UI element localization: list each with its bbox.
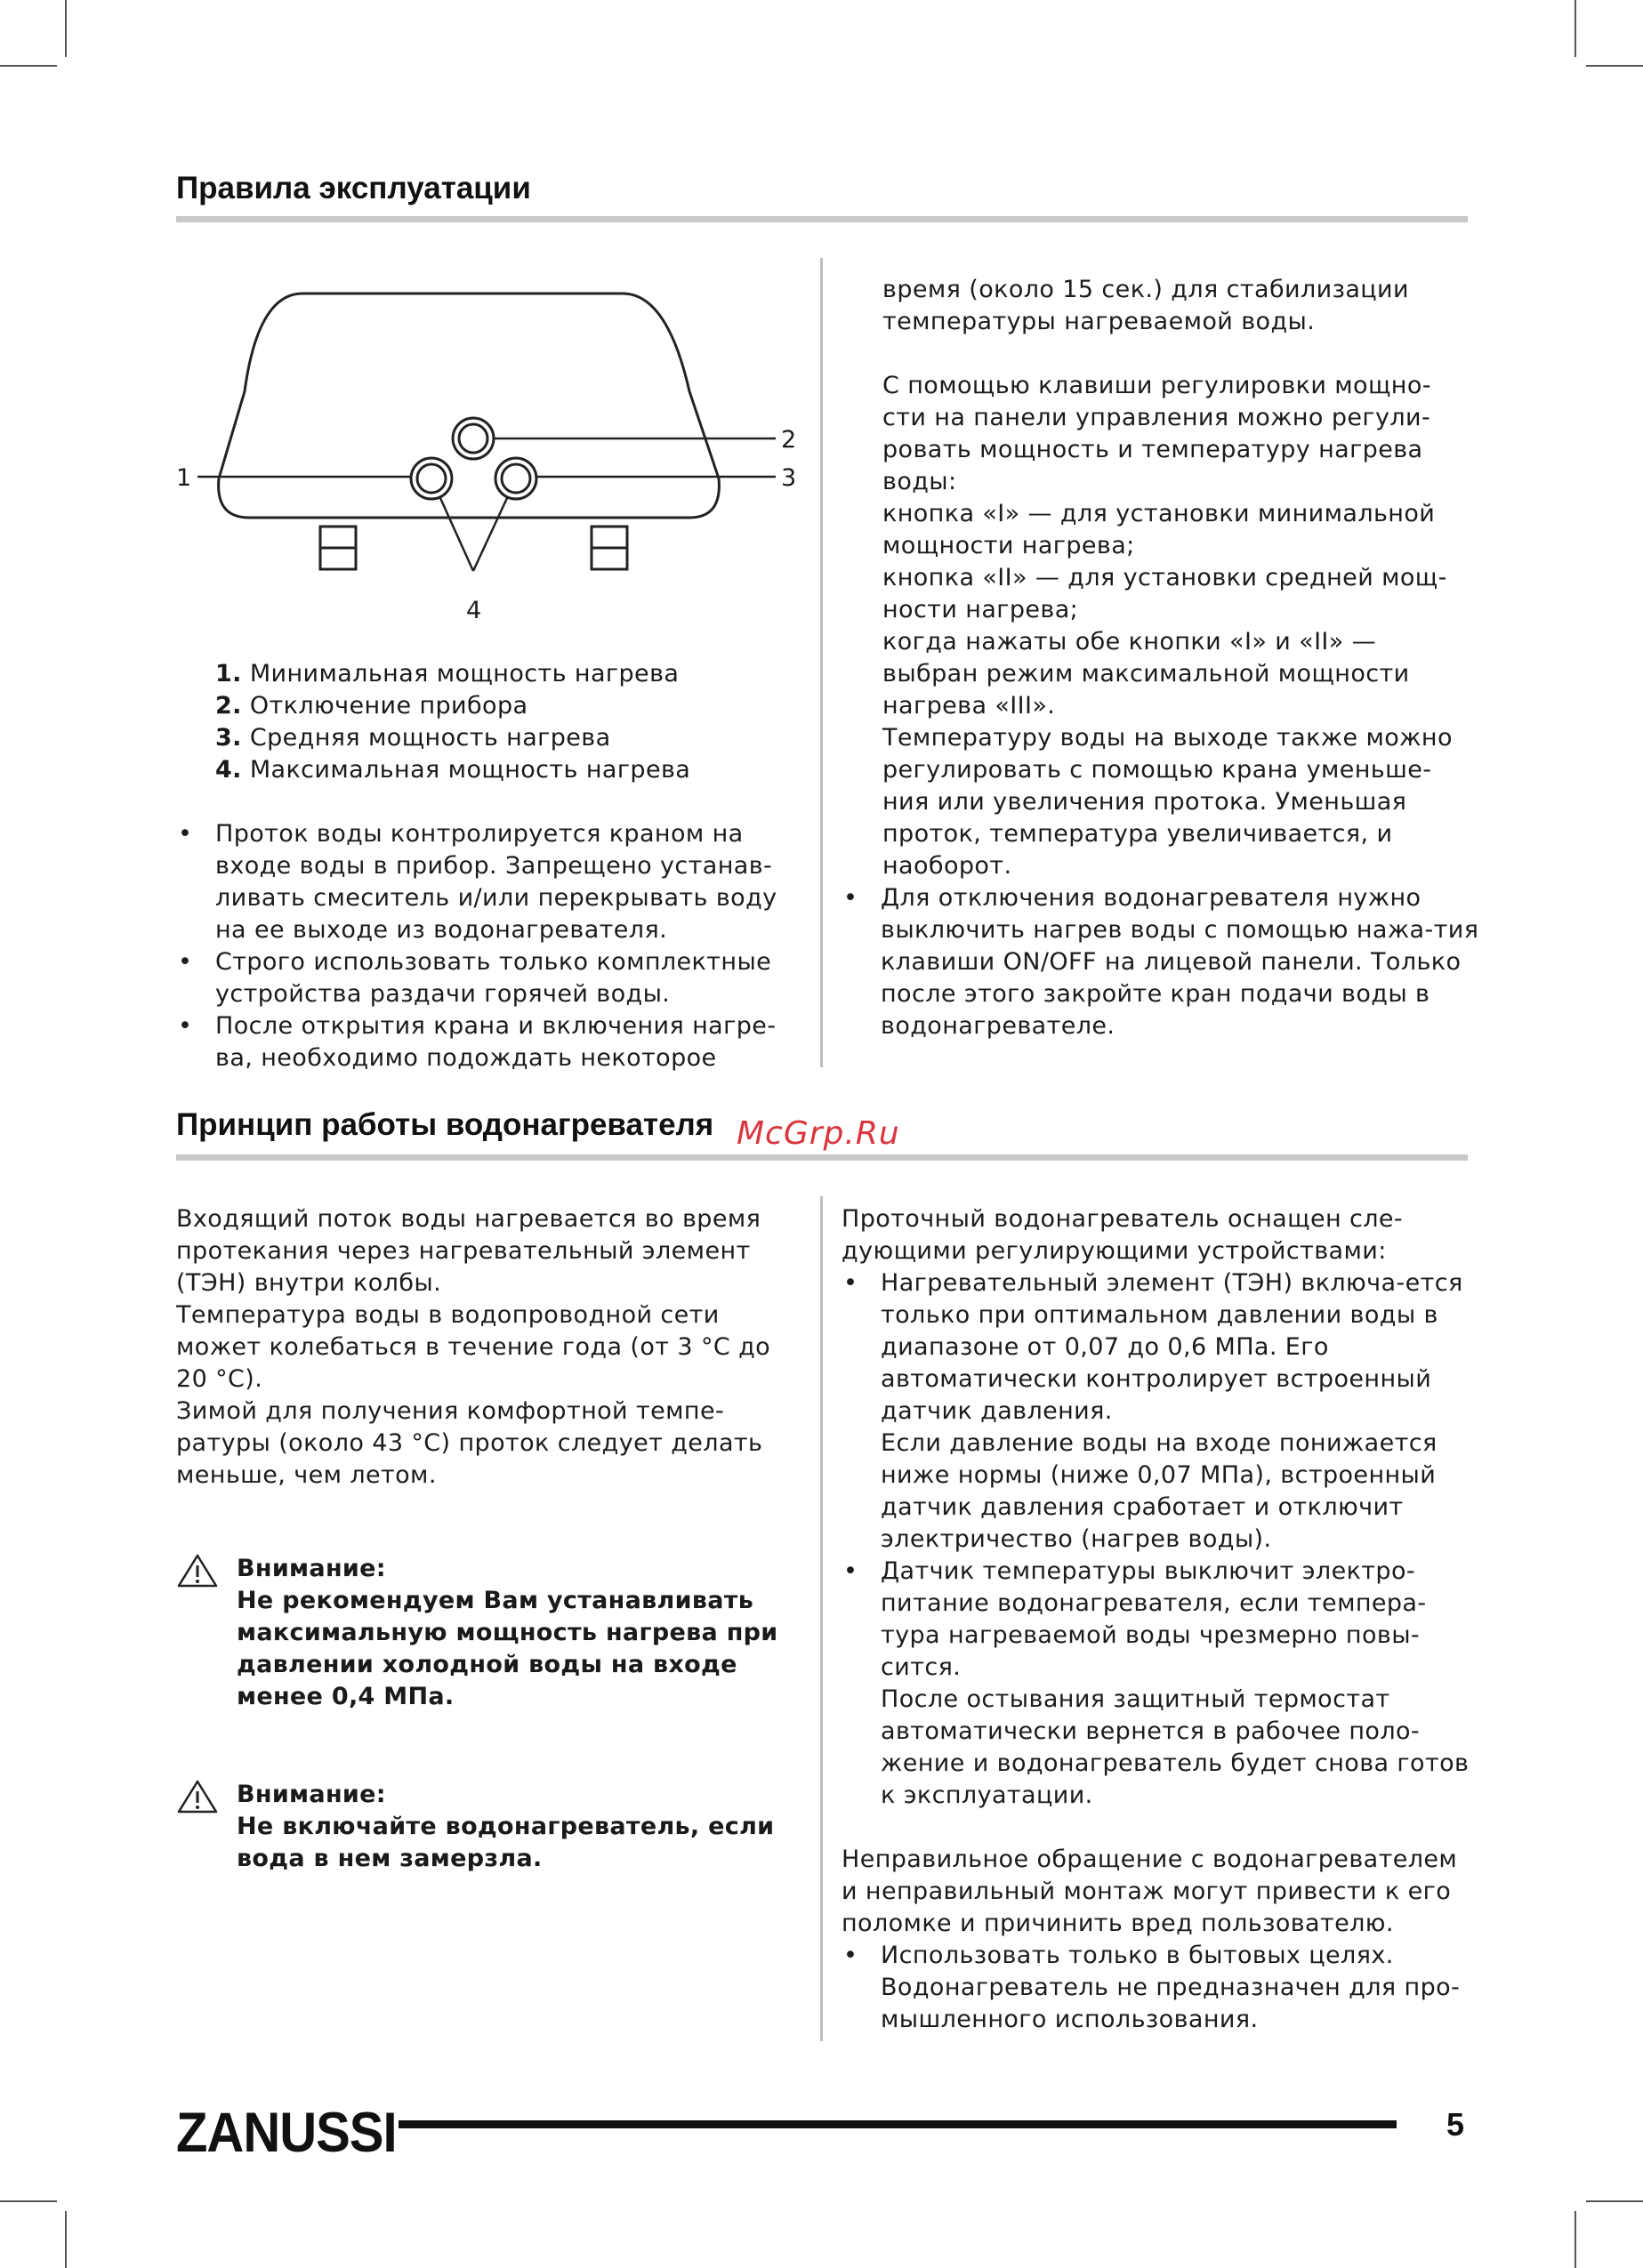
right-column-section1: [842, 274, 1482, 1042]
bullet-item: • Использовать только в бытовых целях. Водонагреватель не предназначен для про-мышленного использования.: [842, 1940, 1475, 2036]
warning-title: Внимание:: [237, 1555, 386, 1582]
text-line: ния или увеличения протока. Уменьшая: [882, 788, 1407, 816]
left-connector: [320, 527, 356, 569]
warning-text: Не рекомендуем Вам устанавливать максимальную мощность нагрева при давлении холодной воды на входе менее 0,4 МПа.: [237, 1587, 778, 1710]
bullet-item: • Нагревательный элемент (ТЭН) включа-ется только при оптимальном давлении воды в диапазоне от 0,07 до 0,6 МПа. Его автоматически контролирует встроенный датчик давления.: [842, 1267, 1475, 1428]
text-line: мощности нагрева;: [882, 532, 1135, 559]
text-line: температуры нагреваемой воды.: [882, 308, 1316, 335]
crop-mark: [65, 2211, 67, 2268]
diagram-label-1: 1: [176, 464, 192, 492]
warning-block: [176, 1553, 817, 1713]
text-line: кнопка «I» — для установки минимальной: [882, 500, 1436, 527]
page-number: 5: [1446, 2106, 1465, 2143]
water-heater-diagram: [169, 276, 809, 631]
legend-item: 3. Средняя мощность нагрева: [215, 724, 611, 752]
diagram-label-4: 4: [466, 597, 482, 624]
text-line: время (около 15 сек.) для стабилизации: [882, 276, 1409, 303]
warning-icon: [176, 1779, 219, 1814]
warning-title: Внимание:: [237, 1781, 386, 1808]
section-rule: [176, 1154, 1468, 1161]
text-line: выбран режим максимальной мощности: [882, 660, 1410, 688]
text-line: ности нагрева;: [882, 596, 1079, 623]
watermark: McGrp.Ru: [737, 1115, 900, 1152]
footer-rule: [399, 2120, 1397, 2128]
text-line: Температуру воды на выходе также можно: [882, 724, 1453, 752]
warning-block: [176, 1779, 817, 1875]
crop-mark: [65, 0, 67, 57]
bullet-item: • Строго использовать только комплектные устройства раздачи горячей воды.: [176, 946, 809, 1010]
right-column-section2: [842, 1203, 1475, 2036]
bullet-item: • После открытия крана и включения нагре-ва, необходимо подождать некоторое: [176, 1010, 809, 1074]
warning-text: Не включайте водонагреватель, если вода в нем замерзла.: [237, 1813, 775, 1872]
section-rule: [176, 216, 1468, 222]
paragraph: Неправильное обращение с водонагревателем и неправильный монтаж могут привести к его поломке и причинить вред пользователю.: [842, 1846, 1458, 1937]
bullet-continuation: После остывания защитный термостат автоматически вернется в рабочее поло-жение и водонагреватель будет снова готов к эксплуатации.: [881, 1685, 1470, 1809]
column-divider: [820, 1196, 823, 2041]
section-title: Принцип работы водонагревателя: [176, 1107, 714, 1142]
crop-mark: [0, 2200, 57, 2202]
bullet-item: • Для отключения водонагревателя нужно выключить нагрев воды с помощью нажа-тия клавиши ON/OFF на лицевой панели. Только после этого закройте кран подачи воды в водонагревателе.: [842, 882, 1482, 1042]
crop-mark: [1575, 0, 1576, 57]
crop-mark: [1586, 2200, 1643, 2202]
left-bullets-section1: [176, 818, 809, 1074]
crop-mark: [1575, 2211, 1576, 2268]
section-title: Правила эксплуатации: [176, 171, 531, 205]
legend-item: 2. Отключение прибора: [215, 692, 528, 720]
text-line: сти на панели управления можно регули-: [882, 404, 1431, 431]
brand-logo: ZANUSSI: [176, 2102, 397, 2165]
bullet-continuation: Если давление воды на входе понижается ниже нормы (ниже 0,07 МПа), встроенный датчик давления сработает и отключит электричество (нагрев воды).: [881, 1429, 1438, 1553]
warning-icon: [176, 1553, 219, 1588]
button-two: [495, 458, 536, 499]
text-line: когда нажаты обе кнопки «I» и «II» —: [882, 628, 1377, 655]
diagram-label-2: 2: [781, 426, 797, 454]
button-off: [453, 418, 494, 459]
text-line: ровать мощность и температуру нагрева: [882, 436, 1423, 463]
text-line: проток, температура увеличивается, и: [882, 820, 1393, 848]
legend-item: 4. Максимальная мощность нагрева: [215, 756, 691, 784]
diagram-label-3: 3: [781, 464, 797, 492]
crop-mark: [1586, 65, 1643, 67]
button-one: [411, 458, 452, 499]
text-line: воды:: [882, 468, 957, 495]
text-line: наоборот.: [882, 852, 1012, 880]
legend-item: 1. Минимальная мощность нагрева: [215, 660, 680, 688]
right-connector: [592, 527, 627, 569]
text-line: регулировать с помощью крана уменьше-: [882, 756, 1432, 784]
diagram-legend: [215, 658, 690, 786]
crop-mark: [0, 65, 57, 67]
bullet-item: • Проток воды контролируется краном на входе воды в прибор. Запрещено устанав-ливать смеситель и/или перекрывать воду на ее выходе из водонагревателя.: [176, 818, 809, 946]
text-line: кнопка «II» — для установки средней мощ-: [882, 564, 1447, 591]
text-line: нагрева «III».: [882, 692, 1056, 720]
column-divider: [820, 258, 823, 1067]
intro-paragraph: Входящий поток воды нагревается во время протекания через нагревательный элемент (ТЭН) внутри колбы. Температура воды в водопроводной сети может колебаться в течение года (от 3 °С до 20 °С). Зимой для получения комфортной темпе- ратуры (около 43 °С) проток следует делать меньше, чем летом.: [176, 1205, 771, 1489]
text-line: С помощью клавиши регулировки мощно-: [882, 372, 1431, 399]
intro-text: Проточный водонагреватель оснащен сле-дующими регулирующими устройствами:: [842, 1205, 1404, 1265]
bullet-item: • Датчик температуры выключит электро-питание водонагревателя, если темпера-тура нагреваемой воды чрезмерно повы-сится.: [842, 1556, 1475, 1684]
